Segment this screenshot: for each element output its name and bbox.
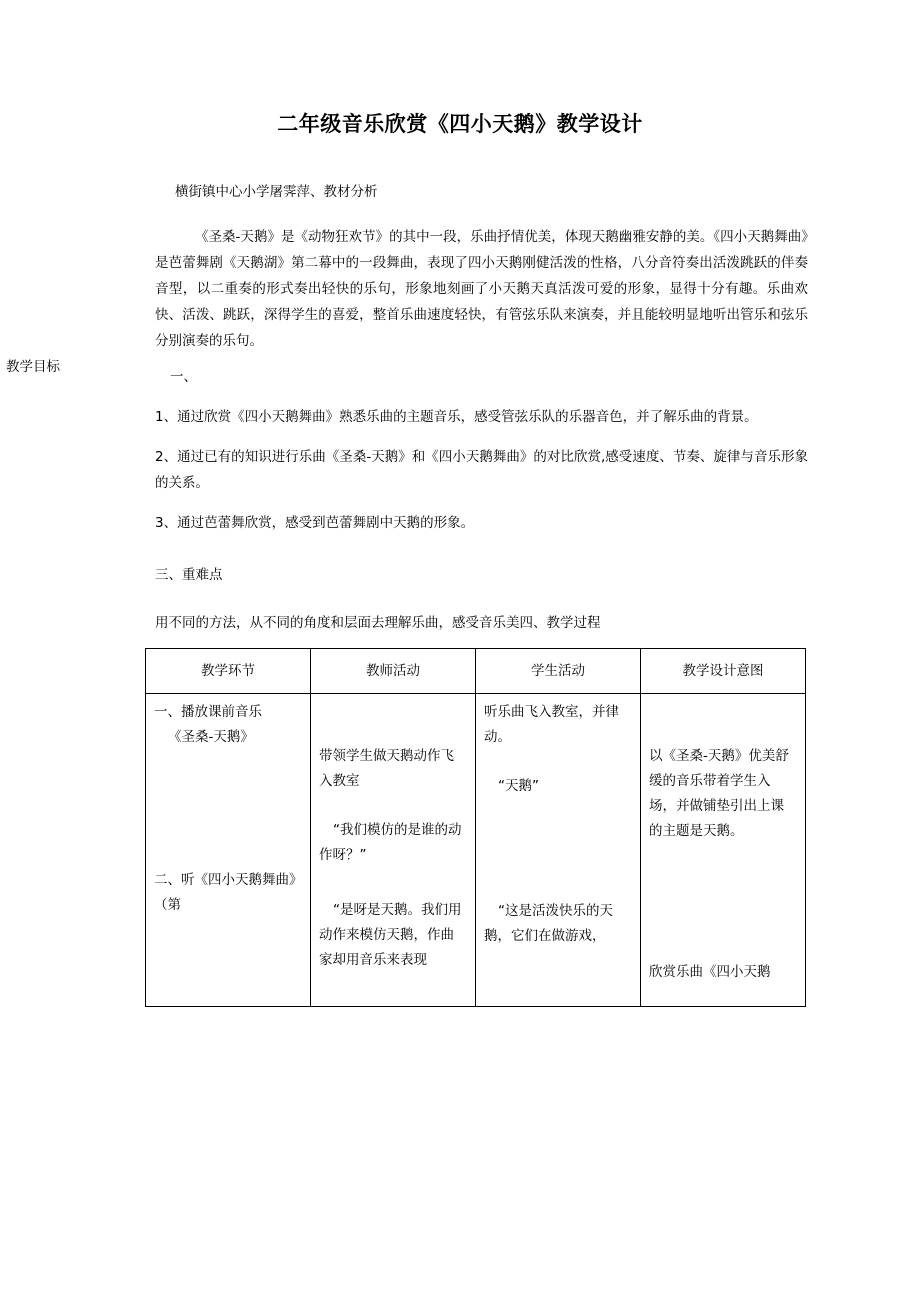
student-text-3: “这是活泼快乐的天鹅，它们在做游戏， bbox=[484, 903, 613, 944]
table-header-cell-1: 教学环节 bbox=[146, 649, 311, 694]
objective-item-2: 2、通过已有的知识进行乐曲《圣桑-天鹅》和《四小天鹅舞曲》的对比欣赏,感受速度、节奏、旋律与音乐形象的关系。 bbox=[155, 449, 808, 491]
section-one-marker: 一、 bbox=[170, 369, 197, 385]
teacher-text-3: “是呀是天鹅。我们用动作来模仿天鹅，作曲家却用音乐来表现 bbox=[319, 902, 462, 968]
intent-text-2: 欣赏乐曲《四小天鹅 bbox=[649, 964, 771, 980]
table-header-row bbox=[146, 649, 806, 694]
table-cell-design-intent bbox=[641, 694, 806, 1007]
section-three-heading: 三、重难点 bbox=[155, 567, 223, 583]
table-header-cell-2: 教师活动 bbox=[311, 649, 476, 694]
table-cell-student-activity bbox=[476, 694, 641, 1007]
intro-paragraph: 《圣桑-天鹅》是《动物狂欢节》的其中一段，乐曲抒情优美，体现天鹅幽雅安静的美。《四小天鹅舞曲》是芭蕾舞剧《天鹅湖》第二幕中的一段舞曲，表现了四小天鹅刚健活泼的性格，八分音符奏出活泼跳跃的伴奏音型，以二重奏的形式奏出轻快的乐句，形象地刻画了小天鹅天真活泼可爱的形象，显得十分有趣。乐曲欢快、活泼、跳跃，深得学生的喜爱，整首乐曲速度轻快，有管弦乐队来演奏，并且能较明显地听出管乐和弦乐分别演奏的乐句。 bbox=[155, 229, 808, 349]
table-header-cell-3: 学生活动 bbox=[476, 649, 641, 694]
table-cell-teaching-steps bbox=[146, 694, 311, 1007]
step-text-3: 二、听《四小天鹅舞曲》（第 bbox=[154, 872, 296, 913]
teaching-objective-label: 教学目标 bbox=[6, 359, 60, 375]
teacher-text-1: 带领学生做天鹅动作飞入教室 bbox=[319, 748, 454, 789]
objective-item-1: 1、通过欣赏《四小天鹅舞曲》熟悉乐曲的主题音乐，感受管弦乐队的乐器音色，并了解乐曲的背景。 bbox=[155, 409, 758, 425]
objective-item-3: 3、通过芭蕾舞欣赏，感受到芭蕾舞剧中天鹅的形象。 bbox=[155, 515, 475, 531]
step-text-1: 一、播放课前音乐 bbox=[154, 704, 262, 720]
section-three-text: 用不同的方法，从不同的角度和层面去理解乐曲，感受音乐美四、教学过程 bbox=[155, 615, 601, 631]
table-row bbox=[146, 694, 806, 1007]
student-text-2: “天鹅” bbox=[498, 778, 539, 794]
author-line: 横街镇中心小学屠霁萍、教材分析 bbox=[175, 184, 378, 200]
table-header-cell-4: 教学设计意图 bbox=[641, 649, 806, 694]
lesson-plan-table bbox=[145, 648, 806, 1007]
intent-text-1: 以《圣桑-天鹅》优美舒缓的音乐带着学生入场，并做铺垫引出上课的主题是天鹅。 bbox=[649, 748, 789, 839]
page-title: 二年级音乐欣赏《四小天鹅》教学设计 bbox=[277, 112, 643, 136]
teacher-text-2: “我们模仿的是谁的动作呀？” bbox=[319, 822, 462, 863]
student-text-1: 听乐曲飞入教室，并律动。 bbox=[484, 704, 619, 745]
table-cell-teacher-activity bbox=[311, 694, 476, 1007]
step-text-2: 《圣桑-天鹅》 bbox=[168, 729, 254, 745]
